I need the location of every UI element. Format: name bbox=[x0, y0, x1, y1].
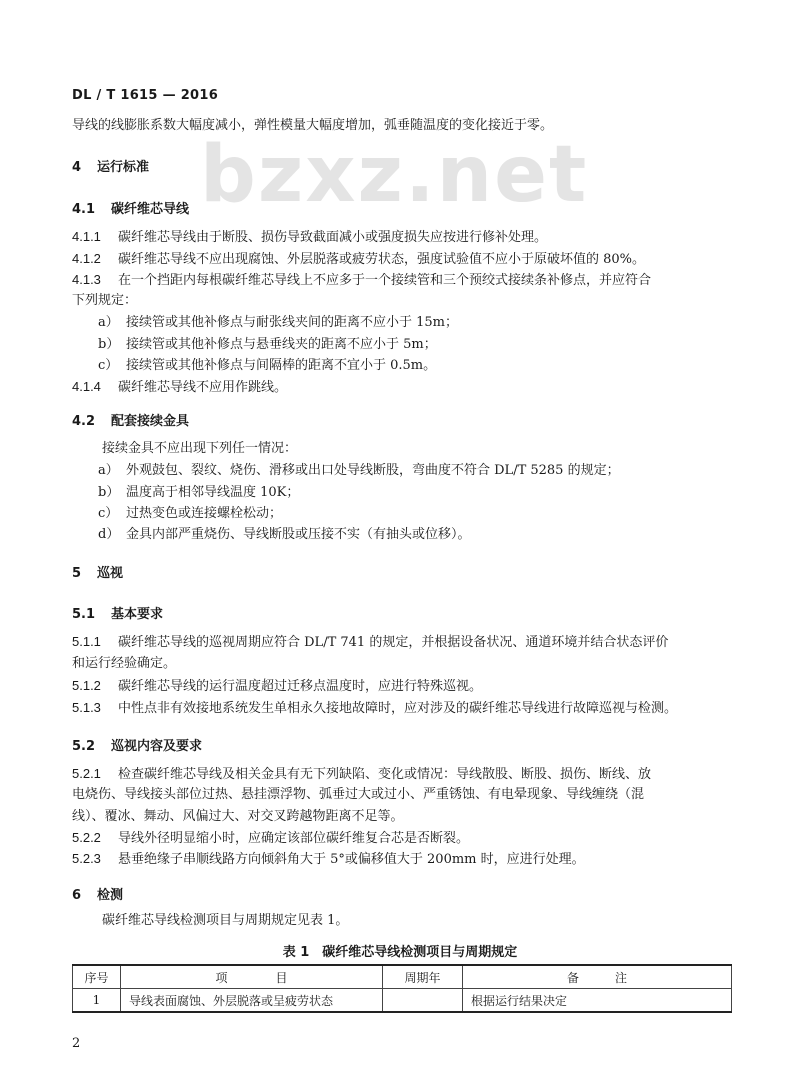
section-5-heading bbox=[72, 562, 123, 581]
section-5-2-heading bbox=[72, 735, 202, 754]
section-6-intro: 碳纤维芯导线检测项目与周期规定见表 1。 bbox=[102, 913, 349, 928]
list-letter: d） bbox=[98, 527, 120, 542]
section-title: 巡视内容及要求 bbox=[111, 739, 203, 754]
list-letter: a） bbox=[98, 463, 119, 478]
list-text: 接续管或其他补修点与耐张线夹间的距离不应小于 15m； bbox=[126, 315, 459, 330]
table-caption: 表 1 碳纤维芯导线检测项目与周期规定 bbox=[282, 945, 518, 960]
clause-4-1-1 bbox=[72, 228, 547, 247]
clause-number: 4.1.4 bbox=[72, 379, 101, 394]
section-title: 巡视 bbox=[97, 566, 124, 581]
clause-number: 5.2.3 bbox=[72, 851, 101, 866]
list-letter: b） bbox=[98, 337, 120, 352]
list-item bbox=[98, 484, 299, 502]
section-number: 6 bbox=[72, 888, 82, 903]
table-header-row bbox=[73, 965, 732, 989]
section-number: 5.2 bbox=[72, 739, 96, 754]
page-number: 2 bbox=[72, 1036, 81, 1051]
section-number: 5.1 bbox=[72, 607, 96, 622]
section-4-1-heading bbox=[72, 198, 189, 217]
section-6-heading bbox=[72, 884, 123, 903]
list-letter: c） bbox=[98, 506, 119, 521]
clause-number: 5.1.1 bbox=[72, 634, 101, 649]
clause-5-2-1 bbox=[72, 765, 651, 784]
column-header: 项 目 bbox=[121, 965, 383, 989]
list-letter: b） bbox=[98, 485, 120, 500]
intro-line: 导线的线膨胀系数大幅度减小，弹性模量大幅度增加，弧垂随温度的变化接近于零。 bbox=[72, 118, 554, 133]
clause-text: 在一个挡距内每根碳纤维芯导线上不应多于一个接续管和三个预绞式接续条补修点，并应符合 bbox=[118, 273, 652, 288]
watermark: bzxz.net bbox=[200, 130, 589, 220]
list-text: 接续管或其他补修点与悬垂线夹的距离不应小于 5m； bbox=[126, 337, 437, 352]
clause-5-2-3 bbox=[72, 850, 585, 869]
clause-5-1-2 bbox=[72, 677, 482, 696]
section-title: 检测 bbox=[97, 888, 124, 903]
clause-number: 5.1.2 bbox=[72, 678, 101, 693]
clause-text: 悬垂绝缘子串顺线路方向倾斜角大于 5°或偏移值大于 200mm 时，应进行处理。 bbox=[118, 852, 585, 867]
clause-text: 碳纤维芯导线的运行温度超过迁移点温度时，应进行特殊巡视。 bbox=[118, 679, 483, 694]
list-text: 外观鼓包、裂纹、烧伤、滑移或出口处导线断股，弯曲度不符合 DL/T 5285 的规定； bbox=[126, 463, 620, 478]
clause-text: 检查碳纤维芯导线及相关金具有无下列缺陷、变化或情况：导线散股、断股、损伤、断线、放 bbox=[118, 767, 652, 782]
clause-5-1-1 bbox=[72, 633, 668, 652]
clause-number: 5.2.2 bbox=[72, 830, 101, 845]
clause-4-1-3-continued: 下列规定： bbox=[72, 293, 138, 308]
clause-5-2-1-continued: 电烧伤、导线接头部位过热、悬挂漂浮物、弧垂过大或过小、严重锈蚀、有电晕现象、导线缠绕（混 bbox=[72, 787, 645, 802]
list-item bbox=[98, 336, 437, 354]
list-item bbox=[98, 462, 620, 480]
clause-4-1-3 bbox=[72, 271, 651, 290]
list-item bbox=[98, 314, 458, 332]
section-title: 碳纤维芯导线 bbox=[111, 202, 190, 217]
clause-number: 4.1.1 bbox=[72, 229, 101, 244]
section-number: 4.1 bbox=[72, 202, 96, 217]
clause-number: 5.2.1 bbox=[72, 766, 101, 781]
standard-header: DL / T 1615 — 2016 bbox=[72, 88, 219, 103]
inspection-table bbox=[72, 964, 732, 1013]
list-letter: c） bbox=[98, 358, 119, 373]
clause-text: 导线外径明显缩小时，应确定该部位碳纤维复合芯是否断裂。 bbox=[118, 831, 470, 846]
clause-5-2-2 bbox=[72, 829, 469, 848]
list-item bbox=[98, 357, 436, 375]
clause-text: 碳纤维芯导线不应出现腐蚀、外层脱落或疲劳状态，强度试验值不应小于原破坏值的 80%。 bbox=[118, 252, 646, 267]
clause-text: 碳纤维芯导线不应用作跳线。 bbox=[118, 380, 288, 395]
table-row bbox=[73, 989, 732, 1013]
list-text: 金具内部严重烧伤、导线断股或压接不实（有抽头或位移）。 bbox=[126, 527, 471, 542]
section-5-1-heading bbox=[72, 603, 163, 622]
column-header: 备 注 bbox=[463, 965, 732, 989]
clause-5-2-1-continued: 线）、覆冰、舞动、风偏过大、对交叉跨越物距离不足等。 bbox=[72, 809, 404, 824]
section-number: 5 bbox=[72, 566, 82, 581]
clause-4-1-4 bbox=[72, 378, 287, 397]
section-title: 配套接续金具 bbox=[111, 414, 190, 429]
section-title: 基本要求 bbox=[111, 607, 164, 622]
clause-4-1-2 bbox=[72, 250, 645, 269]
table-cell: 导线表面腐蚀、外层脱落或呈疲劳状态 bbox=[121, 989, 383, 1013]
clause-5-1-3 bbox=[72, 699, 677, 718]
clause-number: 5.1.3 bbox=[72, 700, 101, 715]
table-cell bbox=[383, 989, 463, 1013]
table-cell: 1 bbox=[73, 989, 121, 1013]
clause-5-1-1-continued: 和运行经验确定。 bbox=[72, 656, 177, 671]
section-4-2-intro: 接续金具不应出现下列任一情况： bbox=[102, 441, 298, 456]
clause-text: 碳纤维芯导线由于断股、损伤导致截面减小或强度损失应按进行修补处理。 bbox=[118, 230, 548, 245]
column-header: 周期年 bbox=[383, 965, 463, 989]
section-number: 4.2 bbox=[72, 414, 96, 429]
list-item bbox=[98, 526, 471, 544]
clause-number: 4.1.3 bbox=[72, 272, 101, 287]
clause-number: 4.1.2 bbox=[72, 251, 101, 266]
column-header: 序号 bbox=[73, 965, 121, 989]
list-item bbox=[98, 505, 282, 523]
clause-text: 碳纤维芯导线的巡视周期应符合 DL/T 741 的规定，并根据设备状况、通道环境并结合状态评价 bbox=[118, 635, 669, 650]
section-4-heading bbox=[72, 156, 149, 175]
section-4-2-heading bbox=[72, 410, 189, 429]
section-title: 运行标准 bbox=[97, 160, 150, 175]
clause-text: 中性点非有效接地系统发生单相永久接地故障时，应对涉及的碳纤维芯导线进行故障巡视与检测。 bbox=[118, 701, 678, 716]
list-text: 温度高于相邻导线温度 10K； bbox=[126, 485, 300, 500]
list-text: 接续管或其他补修点与间隔棒的距离不宜小于 0.5m。 bbox=[126, 358, 437, 373]
list-text: 过热变色或连接螺栓松动； bbox=[126, 506, 283, 521]
table-cell: 根据运行结果决定 bbox=[463, 989, 732, 1013]
section-number: 4 bbox=[72, 160, 82, 175]
list-letter: a） bbox=[98, 315, 119, 330]
